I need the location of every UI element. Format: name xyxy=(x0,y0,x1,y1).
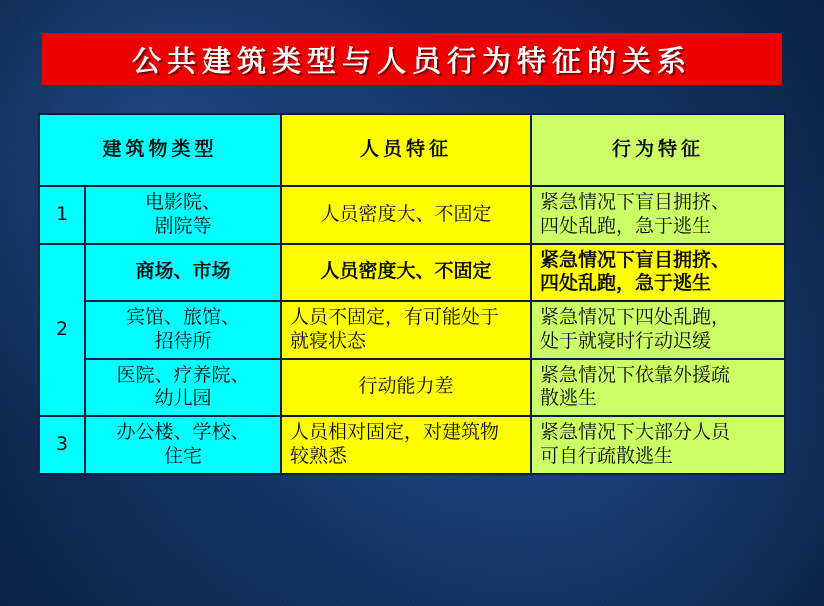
page-title: 公共建筑类型与人员行为特征的关系 xyxy=(131,43,692,78)
header-building-type: 建筑物类型 xyxy=(39,114,281,186)
people-traits-cell xyxy=(281,416,531,474)
building-type-cell xyxy=(85,186,281,244)
table-row xyxy=(39,301,785,359)
building-type-cell: 商场、市场 xyxy=(85,244,281,302)
table-row-highlighted xyxy=(39,244,785,302)
building-type-cell xyxy=(85,359,281,417)
building-type-line-2: 剧院等 xyxy=(154,214,212,237)
behavior-traits-cell xyxy=(531,416,785,474)
table-header-row xyxy=(39,114,785,186)
behavior-line-1: 紧急情况下盲目拥挤、 xyxy=(540,191,731,213)
people-traits-cell: 行动能力差 xyxy=(281,359,531,417)
behavior-traits-cell xyxy=(531,301,785,359)
relationship-table xyxy=(38,113,786,475)
row-number: 3 xyxy=(39,416,85,474)
behavior-line-1: 紧急情况下盲目拥挤、 xyxy=(540,248,731,271)
people-line-1: 人员相对固定，对建筑物 xyxy=(290,421,500,443)
table-row xyxy=(39,359,785,417)
people-line-2: 较熟悉 xyxy=(290,444,348,467)
behavior-traits-cell xyxy=(531,186,785,244)
header-behavior-traits: 行为特征 xyxy=(531,114,785,186)
building-type-line-1: 医院、疗养院、 xyxy=(116,363,250,386)
building-type-cell xyxy=(85,301,281,359)
behavior-line-2: 四处乱跑，急于逃生 xyxy=(540,214,712,237)
building-type-line-1: 宾馆、旅馆、 xyxy=(126,306,241,328)
people-line-2: 就寝状态 xyxy=(290,329,367,352)
table-row xyxy=(39,416,785,474)
people-traits-cell: 人员密度大、不固定 xyxy=(281,186,531,244)
building-type-line-1: 办公楼、学校、 xyxy=(116,421,250,443)
row-number: 2 xyxy=(39,244,85,417)
behavior-line-2: 四处乱跑，急于逃生 xyxy=(540,272,712,295)
slide-title-bar xyxy=(42,33,782,85)
behavior-line-2: 可自行疏散逃生 xyxy=(540,444,674,467)
table-row xyxy=(39,186,785,244)
behavior-line-2: 处于就寝时行动迟缓 xyxy=(540,329,712,352)
building-type-line-2: 招待所 xyxy=(154,329,212,352)
building-type-line-1: 电影院、 xyxy=(145,191,222,213)
people-traits-cell xyxy=(281,301,531,359)
building-type-line-2: 住宅 xyxy=(164,444,203,467)
behavior-line-1: 紧急情况下四处乱跑， xyxy=(540,306,731,328)
behavior-line-1: 紧急情况下依靠外援疏 xyxy=(540,363,731,386)
behavior-traits-cell xyxy=(531,244,785,302)
behavior-traits-cell xyxy=(531,359,785,417)
behavior-line-1: 紧急情况下大部分人员 xyxy=(540,421,731,443)
header-people-traits: 人员特征 xyxy=(281,114,531,186)
people-line-1: 人员不固定，有可能处于 xyxy=(290,306,500,328)
people-traits-cell: 人员密度大、不固定 xyxy=(281,244,531,302)
behavior-line-2: 散逃生 xyxy=(540,387,598,410)
building-type-line-2: 幼儿园 xyxy=(154,387,212,410)
building-type-cell xyxy=(85,416,281,474)
row-number: 1 xyxy=(39,186,85,244)
